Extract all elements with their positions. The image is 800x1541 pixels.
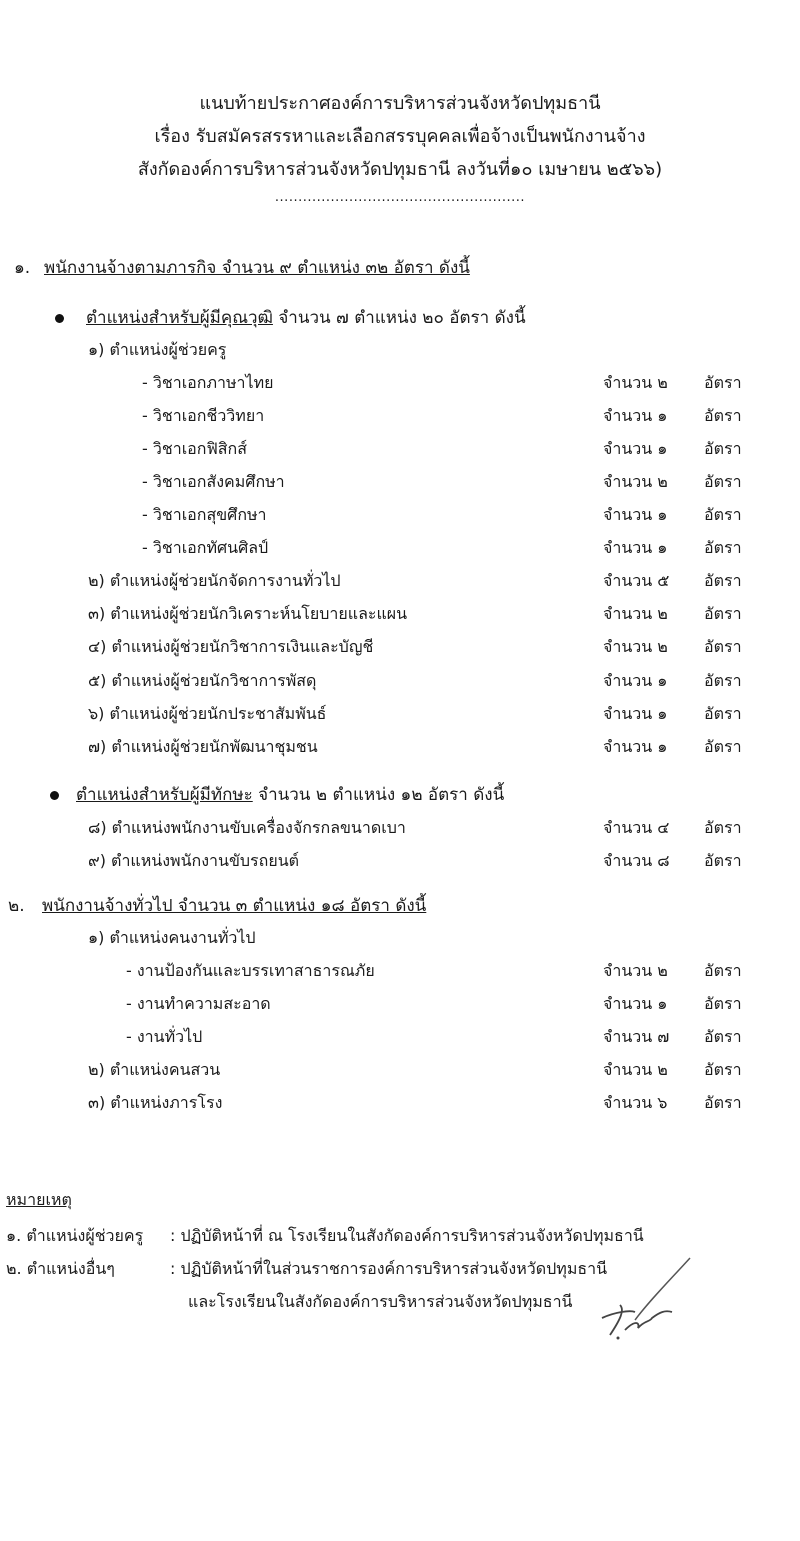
position-count: จำนวน ๗ <box>603 1027 670 1046</box>
header-divider: ...................................................... <box>274 190 526 205</box>
position-name: ๙) ตำแหน่งพนักงานขับรถยนต์ <box>88 851 300 870</box>
section-title: พนักงานจ้างตามภารกิจ จำนวน ๙ ตำแหน่ง ๓๒ อัตรา ดังนี้ <box>44 258 470 278</box>
position-count: จำนวน ๒ <box>603 373 668 392</box>
position-unit: อัตรา <box>704 637 742 656</box>
position-count: จำนวน ๑ <box>603 406 668 425</box>
bullet-icon <box>55 314 64 323</box>
position-name: ๑) ตำแหน่งคนงานทั่วไป <box>88 928 256 947</box>
position-name: ๒) ตำแหน่งคนสวน <box>88 1060 221 1079</box>
row-item <box>0 632 800 662</box>
position-count: จำนวน ๒ <box>603 472 668 491</box>
position-count: จำนวน ๔ <box>603 818 670 837</box>
row-item <box>0 666 800 696</box>
position-unit: อัตรา <box>704 737 742 756</box>
row-sub <box>0 533 800 563</box>
position-name: ๕) ตำแหน่งผู้ช่วยนักวิชาการพัสดุ <box>88 671 317 690</box>
position-count: จำนวน ๒ <box>603 604 668 623</box>
position-name: - งานทำความสะอาด <box>126 994 271 1013</box>
note-1-text: : ปฏิบัติหน้าที่ ณ โรงเรียนในสังกัดองค์การบริหารส่วนจังหวัดปทุมธานี <box>170 1226 644 1245</box>
row-section2 <box>0 891 800 921</box>
header-line-1: แนบท้ายประกาศองค์การบริหารส่วนจังหวัดปทุมธานี <box>199 93 601 114</box>
row-item <box>0 566 800 596</box>
row-item <box>0 732 800 762</box>
position-name: ๔) ตำแหน่งผู้ช่วยนักวิชาการเงินและบัญชี <box>88 637 374 656</box>
position-unit: อัตรา <box>704 472 742 491</box>
notes-title: หมายเหตุ <box>6 1190 72 1209</box>
position-count: จำนวน ๑ <box>603 671 668 690</box>
position-name: - วิชาเอกฟิสิกส์ <box>142 439 247 458</box>
position-name: ๒) ตำแหน่งผู้ช่วยนักจัดการงานทั่วไป <box>88 571 341 590</box>
row-section <box>0 253 800 283</box>
row-sub <box>0 368 800 398</box>
header-line-2: เรื่อง รับสมัครสรรหาและเลือกสรรบุคคลเพื่อจ้างเป็นพนักงานจ้าง <box>154 126 646 147</box>
row-sub <box>0 467 800 497</box>
row-item <box>0 813 800 843</box>
row-sub2 <box>0 1022 800 1052</box>
row-bullet <box>0 303 800 333</box>
position-count: จำนวน ๘ <box>603 851 670 870</box>
row-sub <box>0 401 800 431</box>
position-name: ๑) ตำแหน่งผู้ช่วยครู <box>88 340 227 359</box>
position-name: - วิชาเอกภาษาไทย <box>142 373 274 392</box>
header-line-3: สังกัดองค์การบริหารส่วนจังหวัดปทุมธานี ลงวันที่๑๐ เมษายน ๒๕๖๖) <box>137 159 663 180</box>
row-sub2 <box>0 989 800 1019</box>
section-number: ๒. <box>8 896 25 916</box>
position-unit: อัตรา <box>704 851 742 870</box>
position-name: ๓) ตำแหน่งภารโรง <box>88 1093 223 1112</box>
position-name: - วิชาเอกทัศนศิลป์ <box>142 538 269 557</box>
position-name: ๖) ตำแหน่งผู้ช่วยนักประชาสัมพันธ์ <box>88 704 327 723</box>
row-sub2 <box>0 956 800 986</box>
note-2-text-cont: และโรงเรียนในสังกัดองค์การบริหารส่วนจังหวัดปทุมธานี <box>188 1292 573 1311</box>
position-name: ๘) ตำแหน่งพนักงานขับเครื่องจักรกลขนาดเบา <box>88 818 406 837</box>
position-count: จำนวน ๑ <box>603 994 668 1013</box>
note-2-text: : ปฏิบัติหน้าที่ในส่วนราชการองค์การบริหารส่วนจังหวัดปทุมธานี <box>170 1259 608 1278</box>
row-sub <box>0 434 800 464</box>
position-unit: อัตรา <box>704 604 742 623</box>
position-unit: อัตรา <box>704 1027 742 1046</box>
position-count: จำนวน ๕ <box>603 571 670 590</box>
row-sub <box>0 500 800 530</box>
category-title: ตำแหน่งสำหรับผู้มีคุณวุฒิ <box>86 308 273 328</box>
row-item <box>0 335 800 365</box>
position-name: ๗) ตำแหน่งผู้ช่วยนักพัฒนาชุมชน <box>88 737 318 756</box>
position-count: จำนวน ๑ <box>603 704 668 723</box>
position-unit: อัตรา <box>704 571 742 590</box>
position-count: จำนวน ๒ <box>603 1060 668 1079</box>
position-count: จำนวน ๒ <box>603 637 668 656</box>
section-number: ๑. <box>14 258 31 278</box>
row-item <box>0 1055 800 1085</box>
position-name: - งานป้องกันและบรรเทาสาธารณภัย <box>126 961 375 980</box>
position-unit: อัตรา <box>704 538 742 557</box>
position-unit: อัตรา <box>704 704 742 723</box>
note-2-label: ๒. ตำแหน่งอื่นๆ <box>6 1259 115 1278</box>
position-unit: อัตรา <box>704 1060 742 1079</box>
row-bullet <box>0 780 800 810</box>
section-title: พนักงานจ้างทั่วไป จำนวน ๓ ตำแหน่ง ๑๘ อัตรา ดังนี้ <box>42 896 427 916</box>
row-item <box>0 599 800 629</box>
position-unit: อัตรา <box>704 1093 742 1112</box>
category-count: จำนวน ๒ ตำแหน่ง ๑๒ อัตรา ดังนี้ <box>252 785 505 805</box>
position-count: จำนวน ๑ <box>603 505 668 524</box>
position-name: - วิชาเอกสุขศึกษา <box>142 505 267 524</box>
note-1-label: ๑. ตำแหน่งผู้ช่วยครู <box>6 1226 144 1245</box>
category-count: จำนวน ๗ ตำแหน่ง ๒๐ อัตรา ดังนี้ <box>272 308 526 328</box>
row-item <box>0 699 800 729</box>
position-unit: อัตรา <box>704 994 742 1013</box>
position-name: - วิชาเอกสังคมศึกษา <box>142 472 285 491</box>
position-count: จำนวน ๑ <box>603 538 668 557</box>
category-title: ตำแหน่งสำหรับผู้มีทักษะ <box>76 785 253 805</box>
position-unit: อัตรา <box>704 406 742 425</box>
position-count: จำนวน ๑ <box>603 439 668 458</box>
position-name: - วิชาเอกชีววิทยา <box>142 406 265 425</box>
position-unit: อัตรา <box>704 439 742 458</box>
signature-icon <box>590 1250 700 1345</box>
position-count: จำนวน ๒ <box>603 961 668 980</box>
position-count: จำนวน ๑ <box>603 737 668 756</box>
position-name: ๓) ตำแหน่งผู้ช่วยนักวิเคราะห์นโยบายและแผน <box>88 604 408 623</box>
row-item <box>0 846 800 876</box>
position-unit: อัตรา <box>704 671 742 690</box>
row-item <box>0 1088 800 1118</box>
position-unit: อัตรา <box>704 505 742 524</box>
position-unit: อัตรา <box>704 818 742 837</box>
bullet-icon <box>50 791 59 800</box>
position-unit: อัตรา <box>704 961 742 980</box>
position-unit: อัตรา <box>704 373 742 392</box>
row-item <box>0 923 800 953</box>
position-name: - งานทั่วไป <box>126 1027 203 1046</box>
position-count: จำนวน ๖ <box>603 1093 668 1112</box>
